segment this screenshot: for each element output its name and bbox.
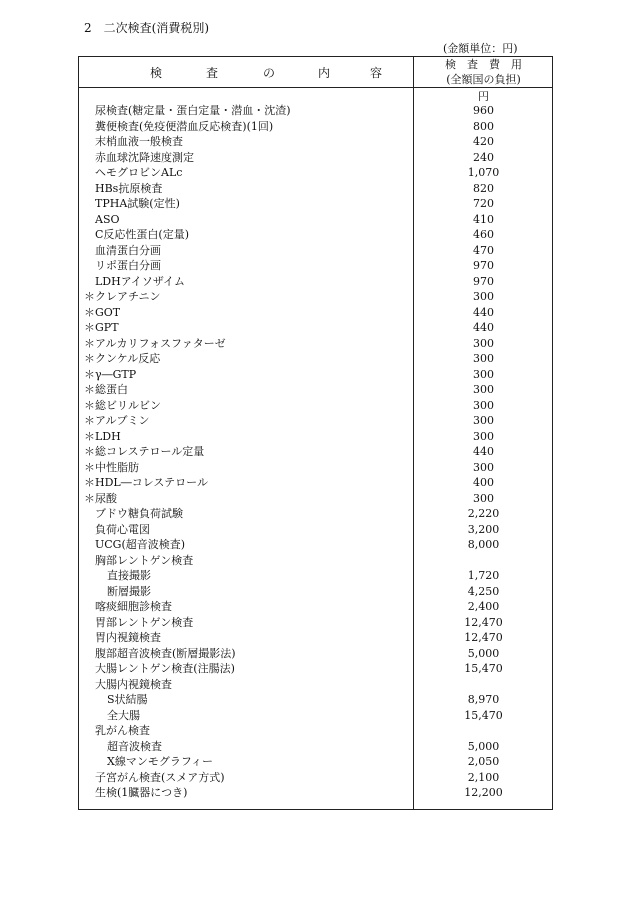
item-fee: 2,050 bbox=[467, 755, 500, 768]
item-fee: 420 bbox=[473, 135, 494, 148]
table-row bbox=[78, 320, 553, 336]
item-name: 血清蛋白分画 bbox=[95, 243, 161, 257]
item-fee: 720 bbox=[473, 197, 494, 210]
item-fee: 460 bbox=[473, 228, 494, 241]
item-name: ＊LDH bbox=[84, 429, 121, 443]
item-name: ＊クレアチニン bbox=[84, 290, 161, 303]
item-fee: 1,720 bbox=[467, 569, 500, 582]
item-name: ＊総コレステロール定量 bbox=[84, 445, 205, 458]
item-name: 尿検査(糖定量・蛋白定量・潜血・沈渣) bbox=[95, 104, 291, 117]
table-row bbox=[78, 491, 553, 507]
table-row bbox=[78, 274, 553, 290]
item-name: ＊尿酸 bbox=[84, 491, 117, 505]
table-row bbox=[78, 150, 553, 166]
item-name: ＊中性脂肪 bbox=[84, 460, 139, 474]
item-fee: 12,470 bbox=[464, 631, 503, 644]
table-body bbox=[78, 103, 553, 801]
header-content-char: 検 bbox=[150, 66, 163, 80]
table-row bbox=[78, 398, 553, 414]
item-fee: 300 bbox=[473, 398, 494, 412]
header-content-char: 容 bbox=[370, 66, 383, 80]
item-fee: 300 bbox=[473, 429, 494, 443]
table-row bbox=[78, 243, 553, 259]
unit-note: (金額単位：円) bbox=[443, 42, 518, 55]
item-fee: 300 bbox=[473, 383, 494, 396]
item-fee: 8,000 bbox=[467, 538, 500, 551]
item-fee: 15,470 bbox=[464, 662, 503, 675]
table-row bbox=[78, 754, 553, 770]
item-fee: 970 bbox=[473, 274, 494, 288]
table-row bbox=[78, 553, 553, 569]
table-row bbox=[78, 506, 553, 522]
item-name: 赤血球沈降速度測定 bbox=[95, 150, 194, 164]
item-name: UCG(超音波検査) bbox=[95, 538, 186, 551]
table-row bbox=[78, 522, 553, 538]
item-name: ＊アルブミン bbox=[84, 414, 150, 427]
item-fee: 470 bbox=[473, 243, 494, 257]
item-name: C反応性蛋白(定量) bbox=[95, 228, 189, 241]
table-row bbox=[78, 196, 553, 212]
table-row bbox=[78, 615, 553, 631]
item-fee: 3,200 bbox=[467, 522, 500, 536]
item-fee: 8,970 bbox=[467, 693, 500, 706]
table-row bbox=[78, 475, 553, 491]
item-name: 喀痰細胞診検査 bbox=[95, 600, 172, 613]
item-name: 胃部レントゲン検査 bbox=[95, 615, 194, 629]
header-cost-line2: (全額国の負担) bbox=[446, 73, 521, 86]
table-row bbox=[78, 103, 553, 119]
item-name: 生検(1臓器につき) bbox=[95, 786, 188, 799]
item-fee: 300 bbox=[473, 460, 494, 474]
item-fee: 800 bbox=[473, 119, 494, 133]
item-fee: 240 bbox=[473, 150, 494, 164]
item-fee: 15,470 bbox=[464, 708, 503, 722]
item-name: ヘモグロビンALc bbox=[95, 166, 183, 179]
item-fee: 300 bbox=[473, 491, 494, 505]
item-name: 大腸レントゲン検査(注腸法) bbox=[95, 662, 235, 675]
table-row bbox=[78, 351, 553, 367]
item-fee: 300 bbox=[473, 352, 494, 365]
table-row bbox=[78, 134, 553, 150]
table-row bbox=[78, 289, 553, 305]
item-name: 子宮がん検査(スメア方式) bbox=[95, 770, 225, 784]
header-content-char: 査 bbox=[206, 66, 219, 80]
item-name: 胸部レントゲン検査 bbox=[95, 553, 194, 567]
header-cost-line1: 検 査 費 用 bbox=[445, 58, 522, 71]
item-name: リポ蛋白分画 bbox=[95, 259, 161, 272]
table-row bbox=[78, 212, 553, 228]
item-name: 末梢血液一般検査 bbox=[95, 135, 183, 148]
table-row bbox=[78, 708, 553, 724]
item-name: HBs抗原検査 bbox=[95, 181, 163, 195]
header-cost bbox=[414, 57, 553, 87]
table-row bbox=[78, 382, 553, 398]
item-name: 断層撮影 bbox=[107, 584, 151, 598]
item-name: ＊クンケル反応 bbox=[84, 352, 161, 365]
table-row bbox=[78, 646, 553, 662]
table-row bbox=[78, 413, 553, 429]
item-name: 大腸内視鏡検査 bbox=[95, 677, 172, 691]
table-row bbox=[78, 460, 553, 476]
table-row bbox=[78, 739, 553, 755]
table-row bbox=[78, 444, 553, 460]
table-row bbox=[78, 227, 553, 243]
item-fee: 300 bbox=[473, 290, 494, 303]
item-name: ＊アルカリフォスファターゼ bbox=[84, 336, 226, 350]
item-name: TPHA試験(定性) bbox=[95, 197, 180, 210]
item-name: ＊総蛋白 bbox=[84, 383, 128, 396]
item-fee: 300 bbox=[473, 414, 494, 427]
header-content-char: 内 bbox=[318, 66, 331, 80]
table-row bbox=[78, 165, 553, 181]
yen-unit: 円 bbox=[478, 90, 489, 103]
item-name: 腹部超音波検査(断層撮影法) bbox=[95, 646, 236, 660]
item-name: 負荷心電図 bbox=[95, 522, 150, 536]
table-row bbox=[78, 336, 553, 352]
table-row bbox=[78, 630, 553, 646]
table-row bbox=[78, 258, 553, 274]
table-row bbox=[78, 181, 553, 197]
item-fee: 5,000 bbox=[467, 739, 500, 753]
item-name: ブドウ糖負荷試験 bbox=[95, 507, 183, 520]
item-fee: 300 bbox=[473, 367, 494, 381]
table-row bbox=[78, 661, 553, 677]
item-fee: 820 bbox=[473, 181, 494, 195]
item-name: 胃内視鏡検査 bbox=[95, 631, 161, 644]
item-fee: 2,220 bbox=[467, 507, 500, 520]
item-fee: 960 bbox=[473, 104, 494, 117]
item-name: 超音波検査 bbox=[107, 739, 162, 753]
item-fee: 970 bbox=[473, 259, 494, 272]
section-title: 2 二次検査(消費税別) bbox=[84, 21, 209, 35]
item-name: ＊HDL―コレステロール bbox=[84, 476, 208, 489]
item-fee: 300 bbox=[473, 336, 494, 350]
item-fee: 1,070 bbox=[467, 166, 500, 179]
table-row bbox=[78, 537, 553, 553]
item-fee: 440 bbox=[473, 321, 494, 334]
table-row bbox=[78, 677, 553, 693]
item-fee: 440 bbox=[473, 305, 494, 319]
item-name: 乳がん検査 bbox=[95, 724, 150, 737]
item-name: X線マンモグラフィー bbox=[107, 755, 213, 768]
table-row bbox=[78, 770, 553, 786]
header-content-char: の bbox=[263, 66, 276, 80]
table-row bbox=[78, 305, 553, 321]
item-name: 全大腸 bbox=[107, 708, 140, 722]
item-name: S状結腸 bbox=[107, 693, 148, 706]
item-name: ＊γ―GTP bbox=[84, 367, 137, 381]
item-name: 糞便検査(免疫便潜血反応検査)(1回) bbox=[95, 119, 274, 133]
item-fee: 2,400 bbox=[467, 600, 500, 613]
table-row bbox=[78, 119, 553, 135]
item-fee: 410 bbox=[473, 212, 494, 226]
item-name: 直接撮影 bbox=[107, 569, 151, 582]
table-row bbox=[78, 692, 553, 708]
item-fee: 5,000 bbox=[467, 646, 500, 660]
table-row bbox=[78, 584, 553, 600]
item-name: LDHアイソザイム bbox=[95, 274, 185, 288]
item-fee: 440 bbox=[473, 445, 494, 458]
item-name: ＊総ビリルビン bbox=[84, 398, 161, 412]
item-fee: 4,250 bbox=[467, 584, 500, 598]
item-name: ASO bbox=[95, 212, 120, 226]
item-name: ＊GPT bbox=[84, 321, 119, 334]
table-row bbox=[78, 599, 553, 615]
item-fee: 400 bbox=[473, 476, 494, 489]
item-name: ＊GOT bbox=[84, 305, 121, 319]
table-row bbox=[78, 367, 553, 383]
item-fee: 2,100 bbox=[467, 770, 500, 784]
table-row bbox=[78, 785, 553, 801]
table-row bbox=[78, 429, 553, 445]
item-fee: 12,470 bbox=[464, 615, 503, 629]
table-row bbox=[78, 723, 553, 739]
table-row bbox=[78, 568, 553, 584]
item-fee: 12,200 bbox=[464, 786, 503, 799]
